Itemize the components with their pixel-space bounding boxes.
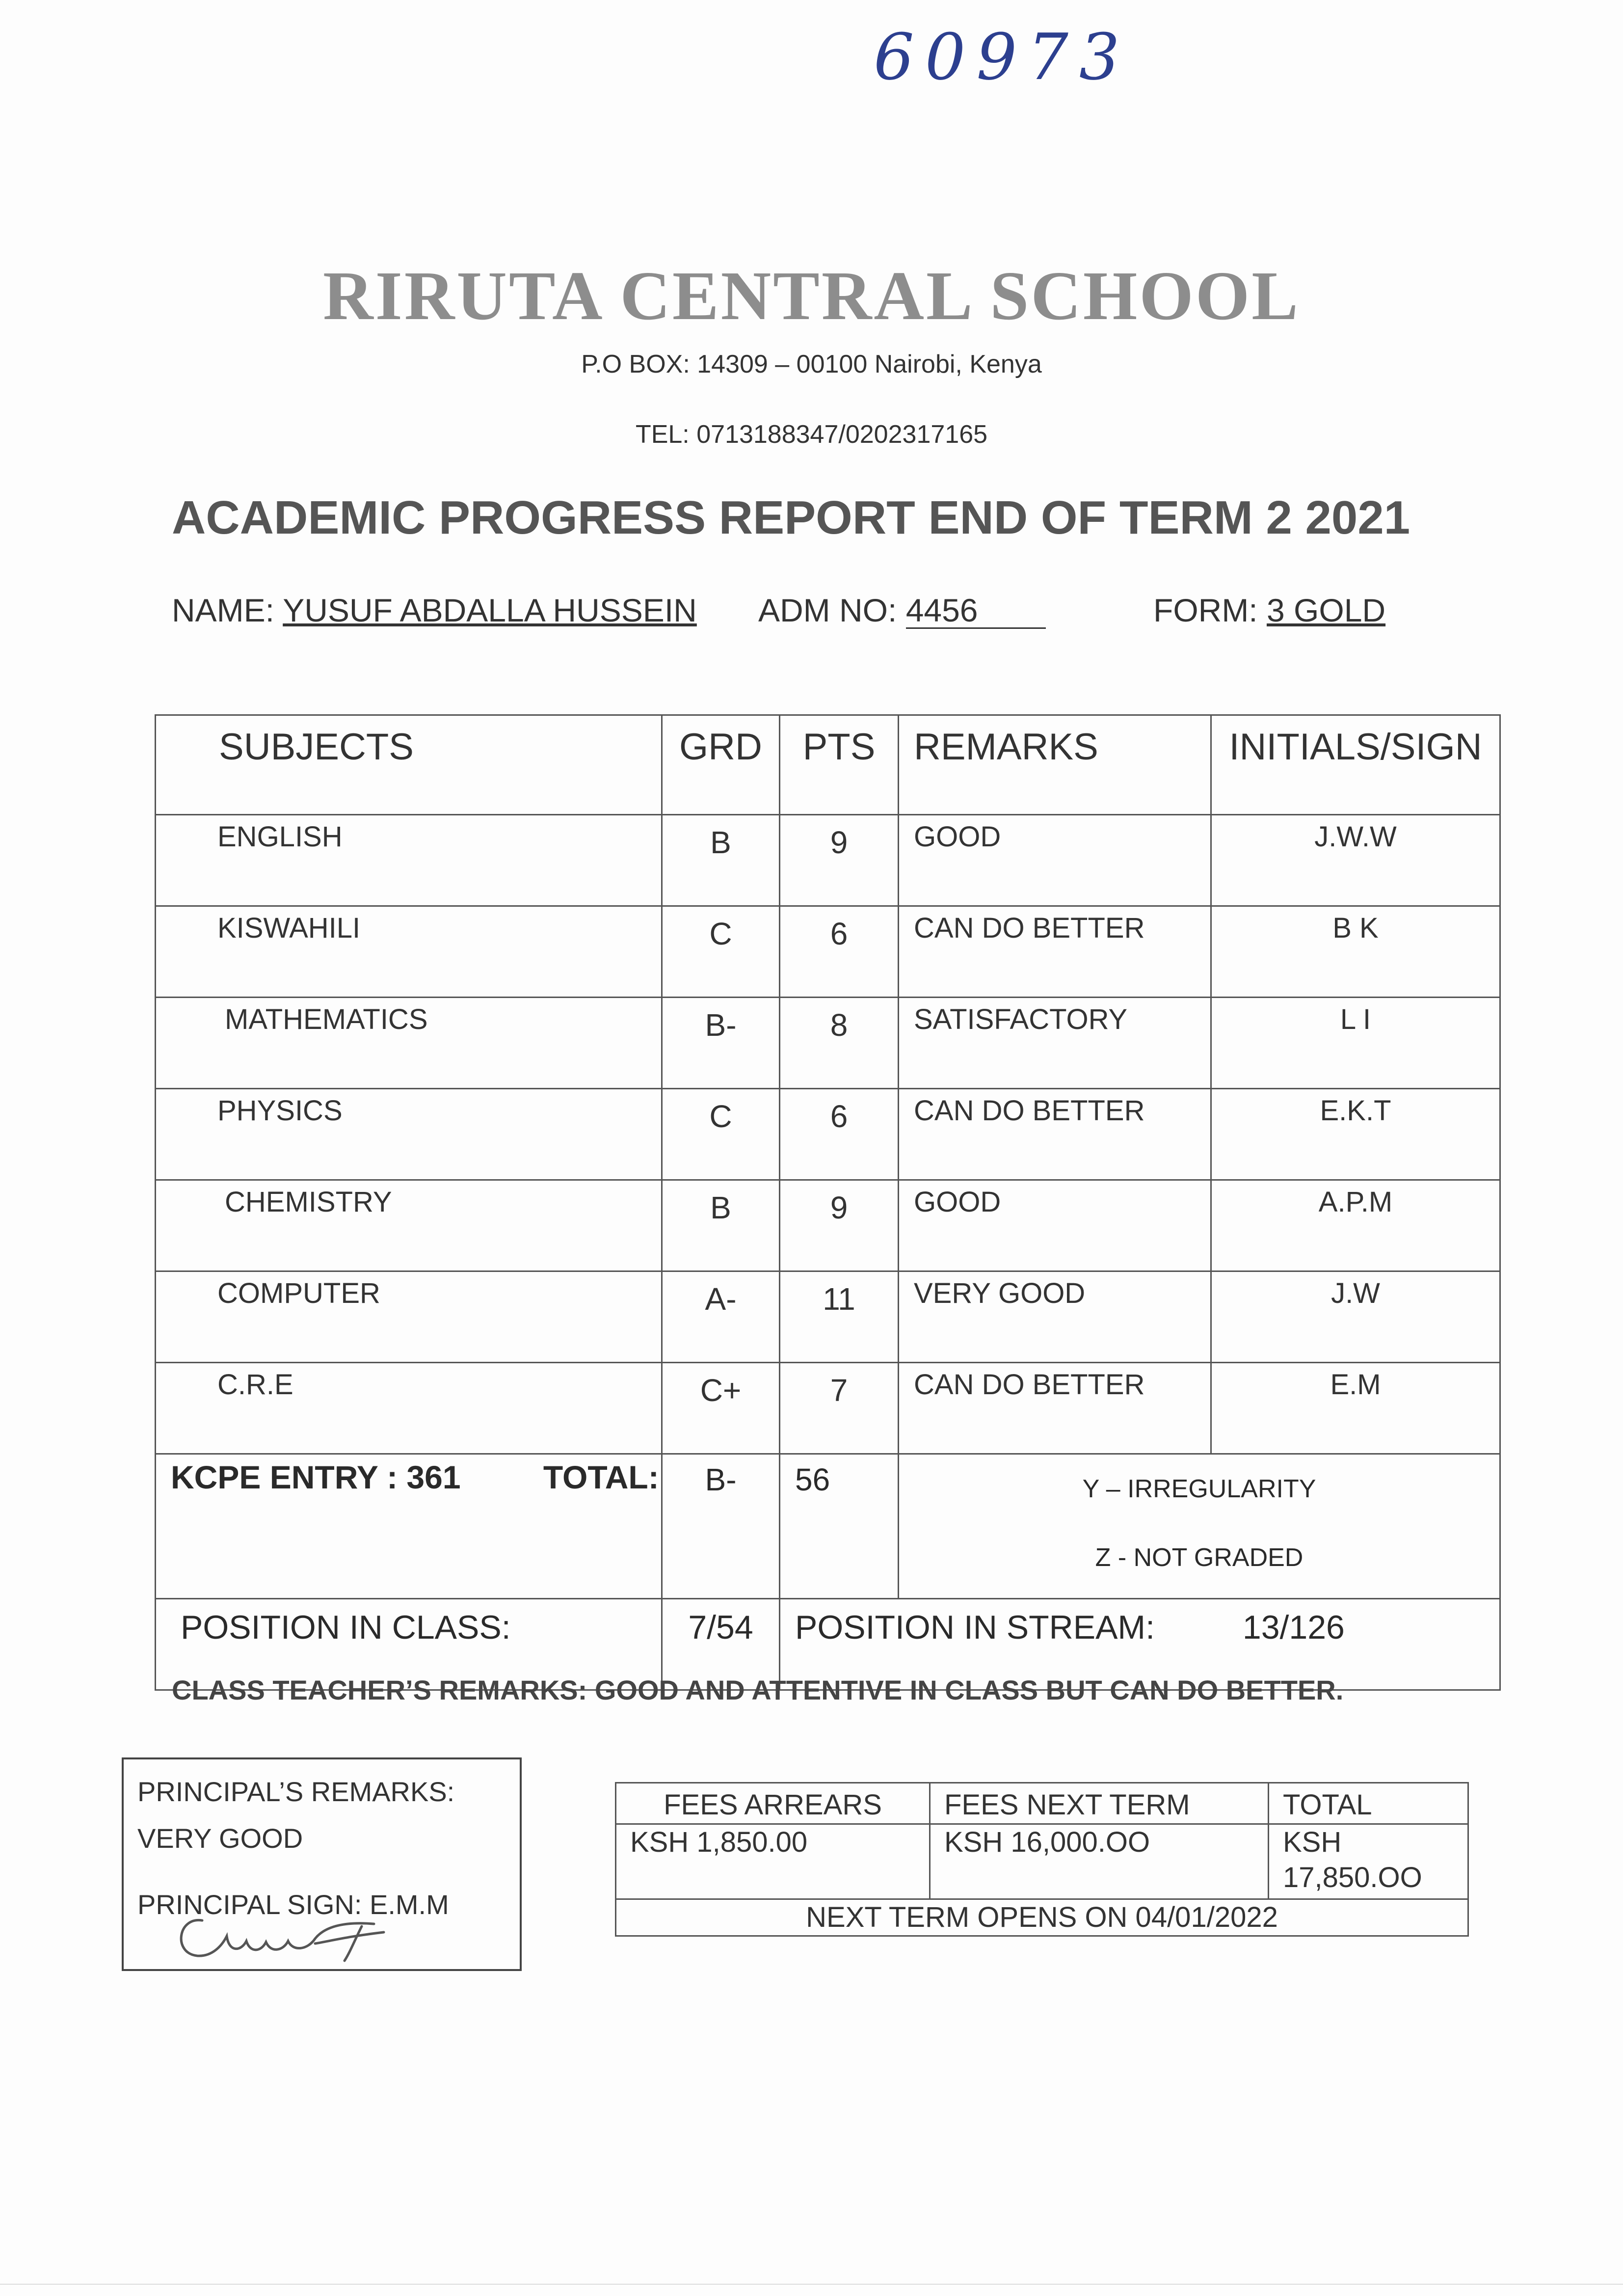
points-cell: 11 [780, 1271, 899, 1363]
table-row [156, 906, 1500, 998]
points-cell: 6 [780, 906, 899, 998]
school-telephone: TEL: 0713188347/0202317165 [635, 420, 988, 449]
form-value: 3 GOLD [1266, 592, 1386, 628]
handwritten-reference-number: 60973 [874, 20, 1131, 94]
subject-cell: PHYSICS [156, 1089, 662, 1180]
points-cell: 7 [780, 1363, 899, 1454]
table-row [156, 1180, 1500, 1271]
table-row [156, 1089, 1500, 1180]
grade-cell: B [662, 1180, 780, 1271]
table-row [156, 815, 1500, 906]
remarks-cell: VERY GOOD [899, 1271, 1211, 1363]
next-term-row [616, 1899, 1468, 1936]
fees-header-row [616, 1783, 1468, 1824]
points-cell: 9 [780, 1180, 899, 1271]
grade-cell: B- [662, 998, 780, 1089]
student-name-label: NAME: [172, 592, 275, 628]
fees-values-row [616, 1824, 1468, 1899]
table-row [156, 1271, 1500, 1363]
header-points: PTS [780, 715, 899, 815]
header-grade: GRD [662, 715, 780, 815]
points-cell: 8 [780, 998, 899, 1089]
principal-signature [168, 1907, 394, 1966]
total-label: TOTAL: [543, 1459, 659, 1495]
legend-not-graded: Z - NOT GRADED [1095, 1543, 1304, 1572]
principal-remarks: VERY GOOD [137, 1823, 303, 1854]
header-fees-total: TOTAL [1269, 1783, 1468, 1824]
header-remarks: REMARKS [899, 715, 1211, 815]
sign-cell: J.W [1211, 1271, 1500, 1363]
kcpe-entry: KCPE ENTRY : 361 [171, 1459, 461, 1495]
position-in-class: 7/54 [662, 1599, 780, 1690]
remarks-cell: GOOD [899, 1180, 1211, 1271]
grades-table [155, 714, 1501, 1691]
subject-cell: KISWAHILI [156, 906, 662, 998]
principal-remarks-box [122, 1757, 522, 1971]
remarks-cell: SATISFACTORY [899, 998, 1211, 1089]
table-row [156, 1363, 1500, 1454]
subject-cell: ENGLISH [156, 815, 662, 906]
grade-cell: C+ [662, 1363, 780, 1454]
class-teacher-remarks: CLASS TEACHER’S REMARKS: GOOD AND ATTENTIVE IN CLASS BUT CAN DO BETTER. [172, 1675, 1344, 1705]
school-address: P.O BOX: 14309 – 00100 Nairobi, Kenya [581, 350, 1042, 378]
position-in-class-label: POSITION IN CLASS: [156, 1599, 662, 1690]
grade-cell: C [662, 906, 780, 998]
position-in-stream: 13/126 [1242, 1609, 1345, 1646]
principal-remarks-label: PRINCIPAL’S REMARKS: [137, 1776, 455, 1807]
grade-cell: B [662, 815, 780, 906]
admission-number: 4456 [906, 594, 1046, 629]
total-grade: B- [662, 1454, 780, 1599]
position-in-stream-label: POSITION IN STREAM: [795, 1609, 1155, 1646]
sign-cell: E.M [1211, 1363, 1500, 1454]
subject-cell: COMPUTER [156, 1271, 662, 1363]
admission-number-field [758, 592, 1046, 629]
school-name: RIRUTA CENTRAL SCHOOL [323, 257, 1300, 334]
student-name: YUSUF ABDALLA HUSSEIN [283, 592, 697, 628]
sign-cell: A.P.M [1211, 1180, 1500, 1271]
fees-total-currency: KSH [1283, 1826, 1342, 1858]
fees-arrears: KSH 1,850.00 [616, 1824, 930, 1899]
remarks-cell: CAN DO BETTER [899, 1363, 1211, 1454]
scan-edge-line [0, 2284, 1623, 2285]
report-title: ACADEMIC PROGRESS REPORT END OF TERM 2 2021 [172, 491, 1410, 544]
header-fees-arrears: FEES ARREARS [616, 1783, 930, 1824]
grade-cell: C [662, 1089, 780, 1180]
kcpe-total-cell [156, 1454, 662, 1599]
next-term-opens: NEXT TERM OPENS ON 04/01/2022 [616, 1899, 1468, 1936]
admission-number-label: ADM NO: [758, 592, 897, 628]
total-row [156, 1454, 1500, 1599]
form-field [1153, 592, 1385, 629]
header-initials-sign: INITIALS/SIGN [1211, 715, 1500, 815]
remarks-cell: CAN DO BETTER [899, 1089, 1211, 1180]
header-subjects: SUBJECTS [156, 715, 662, 815]
points-cell: 6 [780, 1089, 899, 1180]
points-cell: 9 [780, 815, 899, 906]
table-row [156, 998, 1500, 1089]
subject-cell: CHEMISTRY [156, 1180, 662, 1271]
sign-cell: J.W.W [1211, 815, 1500, 906]
fees-table [615, 1782, 1469, 1937]
sign-cell: B K [1211, 906, 1500, 998]
form-label: FORM: [1153, 592, 1258, 628]
subject-cell: C.R.E [156, 1363, 662, 1454]
sign-cell: L I [1211, 998, 1500, 1089]
sign-cell: E.K.T [1211, 1089, 1500, 1180]
grades-header-row [156, 715, 1500, 815]
remarks-cell: GOOD [899, 815, 1211, 906]
legend-irregularity: Y – IRREGULARITY [1082, 1475, 1316, 1503]
grade-cell: A- [662, 1271, 780, 1363]
principal-sign-label: PRINCIPAL SIGN: E.M.M [137, 1889, 449, 1920]
subject-cell: MATHEMATICS [156, 998, 662, 1089]
total-points: 56 [780, 1454, 899, 1599]
fees-next-term: KSH 16,000.OO [930, 1824, 1269, 1899]
fees-total-cell [1269, 1824, 1468, 1899]
remarks-cell: CAN DO BETTER [899, 906, 1211, 998]
student-name-field [172, 592, 697, 629]
grading-legend [899, 1454, 1500, 1599]
header-fees-next-term: FEES NEXT TERM [930, 1783, 1269, 1824]
fees-total-amount: 17,850.OO [1283, 1861, 1422, 1893]
